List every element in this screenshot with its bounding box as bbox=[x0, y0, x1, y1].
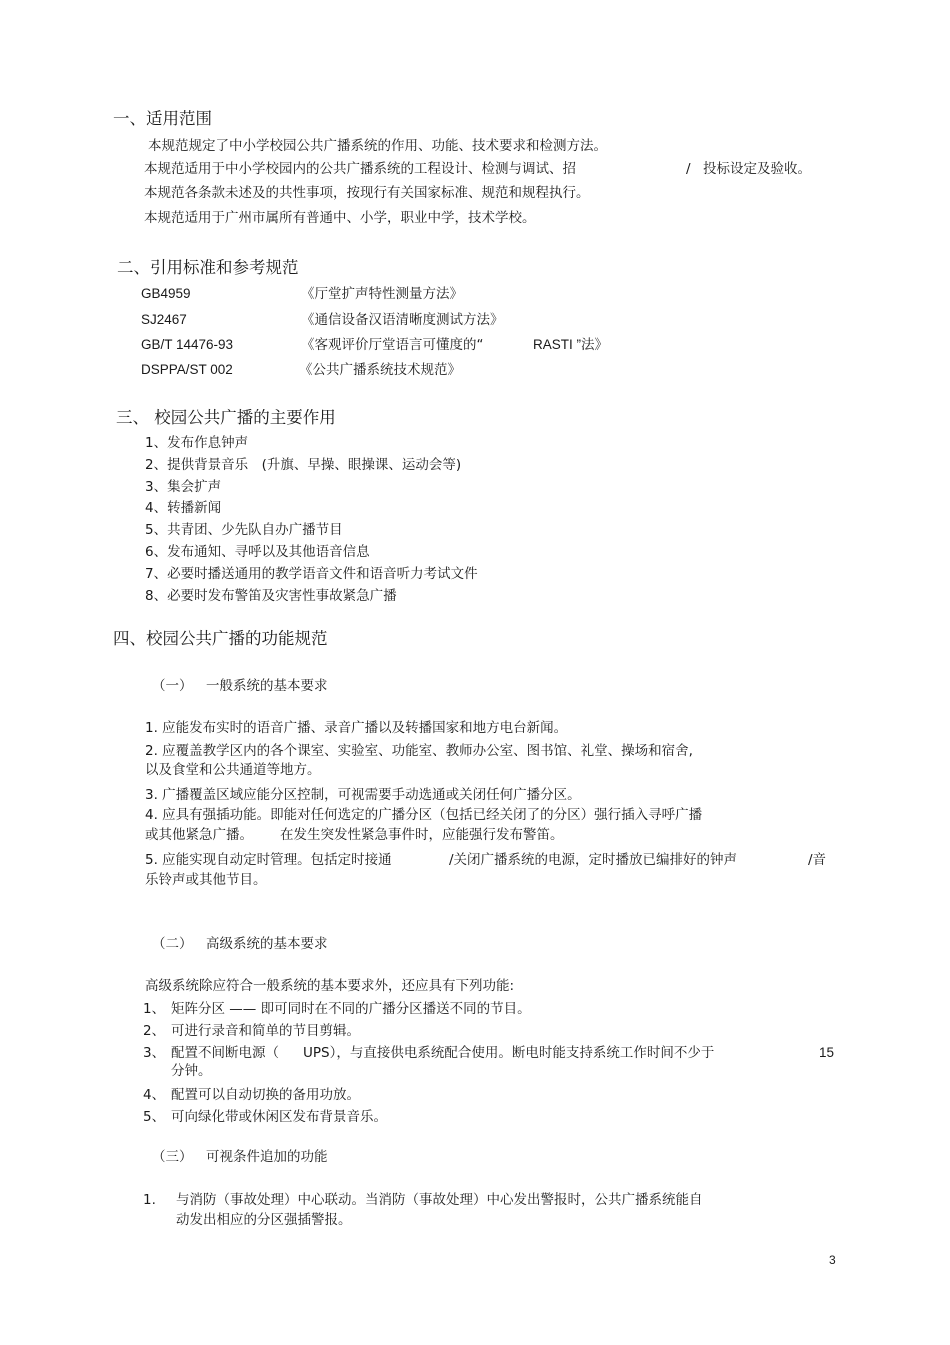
list-item: 2、提供背景音乐 (升旗、早操、眼操课、运动会等) bbox=[145, 457, 462, 473]
ref-name: 《公共广播系统技术规范》 bbox=[299, 362, 461, 378]
ref-code: GB4959 bbox=[141, 286, 191, 301]
list-item: 15 bbox=[819, 1045, 835, 1060]
list-item: UPS），与直接供电系统配合使用。断电时能支持系统工作时间不少于 bbox=[303, 1045, 715, 1061]
list-item-number: 1、 bbox=[143, 1001, 166, 1017]
list-item: 7、必要时播送通用的教学语音文件和语音听力考试文件 bbox=[145, 566, 478, 582]
list-item: 动发出相应的分区强插警报。 bbox=[176, 1212, 352, 1228]
paragraph-line: 高级系统除应符合一般系统的基本要求外，还应具有下列功能: bbox=[145, 978, 515, 994]
list-item: 8、必要时发布警笛及灾害性事故紧急广播 bbox=[145, 588, 397, 604]
section-1-line: 本规范规定了中小学校园公共广播系统的作用、功能、技术要求和检测方法。 bbox=[148, 138, 607, 154]
list-item: 分钟。 bbox=[171, 1063, 212, 1079]
section-1-line-slash: / bbox=[686, 161, 691, 177]
list-item: 4、转播新闻 bbox=[145, 500, 222, 516]
page-number: 3 bbox=[829, 1253, 836, 1267]
paragraph-line: 或其他紧急广播。 bbox=[145, 827, 253, 843]
subsection-title: 可视条件追加的功能 bbox=[206, 1149, 328, 1165]
paragraph-line: 4. 应具有强插功能。即能对任何选定的广播分区（包括已经关闭了的分区）强行插入寻呼广播 bbox=[145, 807, 703, 823]
ref-code: GB/T 14476-93 bbox=[141, 337, 234, 352]
list-item: 配置不间断电源（ bbox=[171, 1045, 279, 1061]
subsection-number: （一） bbox=[152, 678, 193, 694]
list-item: 与消防（事故处理）中心联动。当消防（事故处理）中心发出警报时，公共广播系统能自 bbox=[176, 1192, 703, 1208]
list-item-number: 2、 bbox=[143, 1023, 166, 1039]
list-item: 矩阵分区 —— 即可同时在不同的广播分区播送不同的节目。 bbox=[171, 1001, 531, 1017]
section-4-title: 四、校园公共广播的功能规范 bbox=[113, 629, 328, 648]
paragraph-line: 5. 应能实现自动定时管理。包括定时接通 bbox=[145, 852, 392, 868]
paragraph-line: 在发生突发性紧急事件时，应能强行发布警笛。 bbox=[280, 827, 564, 843]
subsection-number: （二） bbox=[152, 936, 193, 952]
subsection-title: 一般系统的基本要求 bbox=[206, 678, 328, 694]
list-item: 1、发布作息钟声 bbox=[145, 435, 249, 451]
list-item-number: 1. bbox=[143, 1192, 156, 1208]
ref-code: DSPPA/ST 002 bbox=[141, 362, 233, 377]
section-3-title: 三、 校园公共广播的主要作用 bbox=[116, 408, 336, 427]
paragraph-line: 1. 应能发布实时的语音广播、录音广播以及转播国家和地方电台新闻。 bbox=[145, 720, 568, 736]
list-item: 配置可以自动切换的备用功放。 bbox=[171, 1087, 360, 1103]
paragraph-line: 乐铃声或其他节目。 bbox=[145, 872, 267, 888]
list-item: 可向绿化带或休闲区发布背景音乐。 bbox=[171, 1109, 387, 1125]
ref-code: SJ2467 bbox=[141, 312, 187, 327]
section-1-title: 一、适用范围 bbox=[113, 109, 212, 128]
list-item-number: 5、 bbox=[143, 1109, 166, 1125]
list-item: 5、共青团、少先队自办广播节目 bbox=[145, 522, 343, 538]
ref-name: 《厅堂扩声特性测量方法》 bbox=[301, 286, 463, 302]
subsection-number: （三） bbox=[152, 1149, 193, 1165]
subsection-title: 高级系统的基本要求 bbox=[206, 936, 328, 952]
section-1-line: 投标设定及验收。 bbox=[703, 161, 811, 177]
ref-name: RASTI ”法》 bbox=[533, 337, 609, 352]
list-item-number: 3、 bbox=[143, 1045, 166, 1061]
ref-name: 《通信设备汉语清晰度测试方法》 bbox=[301, 312, 504, 328]
paragraph-line: 以及食堂和公共通道等地方。 bbox=[145, 762, 321, 778]
list-item-number: 4、 bbox=[143, 1087, 166, 1103]
list-item: 3、集会扩声 bbox=[145, 479, 222, 495]
section-1-line: 本规范适用于中小学校园内的公共广播系统的工程设计、检测与调试、招 bbox=[144, 161, 576, 177]
section-1-line: 本规范适用于广州市属所有普通中、小学，职业中学，技术学校。 bbox=[144, 210, 536, 226]
list-item: 可进行录音和简单的节目剪辑。 bbox=[171, 1023, 360, 1039]
list-item: 6、发布通知、寻呼以及其他语音信息 bbox=[145, 544, 370, 560]
section-2-title: 二、引用标准和参考规范 bbox=[117, 258, 299, 277]
paragraph-line: /关闭广播系统的电源，定时播放已编排好的钟声 bbox=[449, 852, 738, 868]
ref-name: 《客观评价厅堂语言可懂度的“ bbox=[301, 337, 484, 353]
paragraph-line: /音 bbox=[808, 852, 827, 868]
section-1-line: 本规范各条款未述及的共性事项，按现行有关国家标准、规范和规程执行。 bbox=[144, 185, 590, 201]
paragraph-line: 3. 广播覆盖区域应能分区控制，可视需要手动选通或关闭任何广播分区。 bbox=[145, 787, 581, 803]
paragraph-line: 2. 应覆盖教学区内的各个课室、实验室、功能室、教师办公室、图书馆、礼堂、操场和宿舍, bbox=[145, 743, 693, 759]
